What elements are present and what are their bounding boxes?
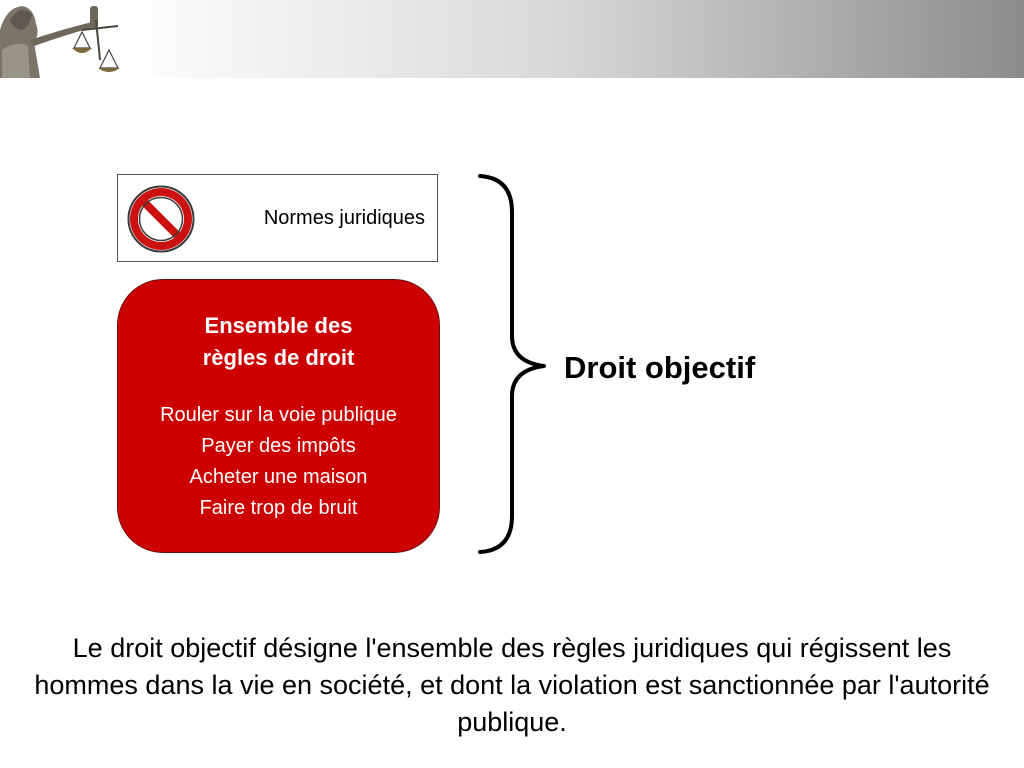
rules-title-line: règles de droit	[202, 345, 355, 370]
example-item: Rouler sur la voie publique	[160, 404, 397, 426]
header-band	[0, 0, 1024, 78]
example-item: Payer des impôts	[201, 435, 356, 457]
example-item: Acheter une maison	[189, 466, 368, 488]
rules-examples	[118, 400, 439, 524]
curly-brace	[474, 172, 554, 556]
norms-box	[117, 174, 438, 262]
definition-text: Le droit objectif désigne l'ensemble des règles juridiques qui régissent les hommes dans la vie en société, et dont la violation est sanctionnée par l'autorité publique.	[34, 633, 990, 737]
droit-objectif-label: Droit objectif	[564, 350, 756, 385]
rules-box	[117, 279, 440, 553]
norms-label: Normes juridiques	[263, 207, 425, 229]
rules-title-line: Ensemble des	[204, 313, 353, 338]
rules-title	[118, 310, 439, 374]
justice-statue-logo	[0, 0, 122, 78]
example-item: Faire trop de bruit	[199, 497, 358, 519]
